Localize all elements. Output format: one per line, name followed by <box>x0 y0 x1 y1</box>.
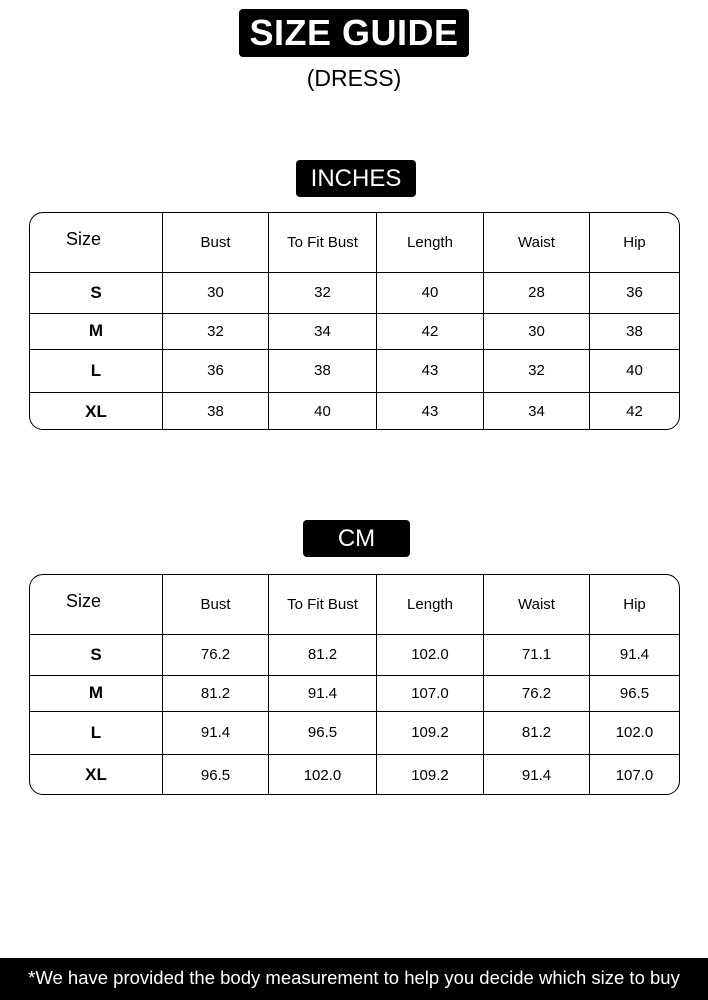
cm-header-to-fit-bust: To Fit Bust <box>269 575 377 634</box>
table-row <box>30 634 679 675</box>
table-cell: 71.1 <box>484 634 590 675</box>
table-cell: 28 <box>484 272 590 313</box>
inches-badge: INCHES <box>296 160 416 197</box>
table-cell: 91.4 <box>269 675 377 711</box>
cm-header-size: Size <box>30 575 163 634</box>
table-row <box>30 313 679 349</box>
table-cell: 36 <box>590 272 680 313</box>
inches-header-row <box>30 213 679 272</box>
inches-table <box>29 212 680 430</box>
table-cell: 40 <box>269 392 377 430</box>
table-cell: 30 <box>163 272 269 313</box>
cm-header-hip: Hip <box>590 575 680 634</box>
page-subtitle: (DRESS) <box>306 65 402 91</box>
inches-header-size: Size <box>30 213 163 272</box>
table-cell: 38 <box>590 313 680 349</box>
table-cell: 109.2 <box>377 711 484 754</box>
inches-header-bust: Bust <box>163 213 269 272</box>
table-cell: 38 <box>269 349 377 392</box>
size-cell: M <box>30 675 163 711</box>
table-cell: 32 <box>269 272 377 313</box>
cm-header-waist: Waist <box>484 575 590 634</box>
footer-note: *We have provided the body measurement to help you decide which size to buy <box>0 958 708 1000</box>
table-cell: 38 <box>163 392 269 430</box>
table-cell: 96.5 <box>269 711 377 754</box>
size-cell: XL <box>30 754 163 795</box>
table-cell: 107.0 <box>377 675 484 711</box>
table-cell: 43 <box>377 392 484 430</box>
table-row <box>30 675 679 711</box>
table-cell: 102.0 <box>590 711 680 754</box>
cm-table <box>29 574 680 795</box>
table-cell: 34 <box>484 392 590 430</box>
size-cell: M <box>30 313 163 349</box>
inches-header-length: Length <box>377 213 484 272</box>
table-cell: 30 <box>484 313 590 349</box>
size-cell: L <box>30 711 163 754</box>
table-cell: 102.0 <box>377 634 484 675</box>
size-cell: S <box>30 272 163 313</box>
table-row <box>30 349 679 392</box>
table-cell: 109.2 <box>377 754 484 795</box>
table-cell: 34 <box>269 313 377 349</box>
table-cell: 42 <box>626 403 643 421</box>
table-cell: 42 <box>377 313 484 349</box>
table-row <box>30 392 679 430</box>
table-cell: 32 <box>163 313 269 349</box>
table-cell: 91.4 <box>163 711 269 754</box>
table-cell: 96.5 <box>590 675 680 711</box>
inches-header-hip: Hip <box>590 213 680 272</box>
table-cell: 76.2 <box>163 634 269 675</box>
table-cell: 81.2 <box>269 634 377 675</box>
table-cell: 81.2 <box>484 711 590 754</box>
table-row <box>30 754 679 795</box>
inches-header-waist: Waist <box>484 213 590 272</box>
table-cell: 36 <box>163 349 269 392</box>
size-cell: S <box>30 634 163 675</box>
title-wrap <box>0 9 708 57</box>
cm-badge: CM <box>303 520 410 557</box>
cm-header-length: Length <box>377 575 484 634</box>
table-cell: 102.0 <box>269 754 377 795</box>
table-cell: 43 <box>377 349 484 392</box>
cm-header-row <box>30 575 679 634</box>
table-cell: 91.4 <box>590 634 680 675</box>
table-cell: 40 <box>590 349 680 392</box>
table-row <box>30 272 679 313</box>
table-cell: 76.2 <box>484 675 590 711</box>
page-title: SIZE GUIDE <box>239 9 468 57</box>
table-cell: 96.5 <box>163 754 269 795</box>
table-cell: 107.0 <box>615 766 654 784</box>
inches-header-to-fit-bust: To Fit Bust <box>269 213 377 272</box>
table-row <box>30 711 679 754</box>
cm-header-bust: Bust <box>163 575 269 634</box>
table-cell: 40 <box>377 272 484 313</box>
size-cell: XL <box>30 392 163 430</box>
size-cell: L <box>30 349 163 392</box>
table-cell: 32 <box>484 349 590 392</box>
table-cell: 81.2 <box>163 675 269 711</box>
table-cell: 91.4 <box>484 754 590 795</box>
